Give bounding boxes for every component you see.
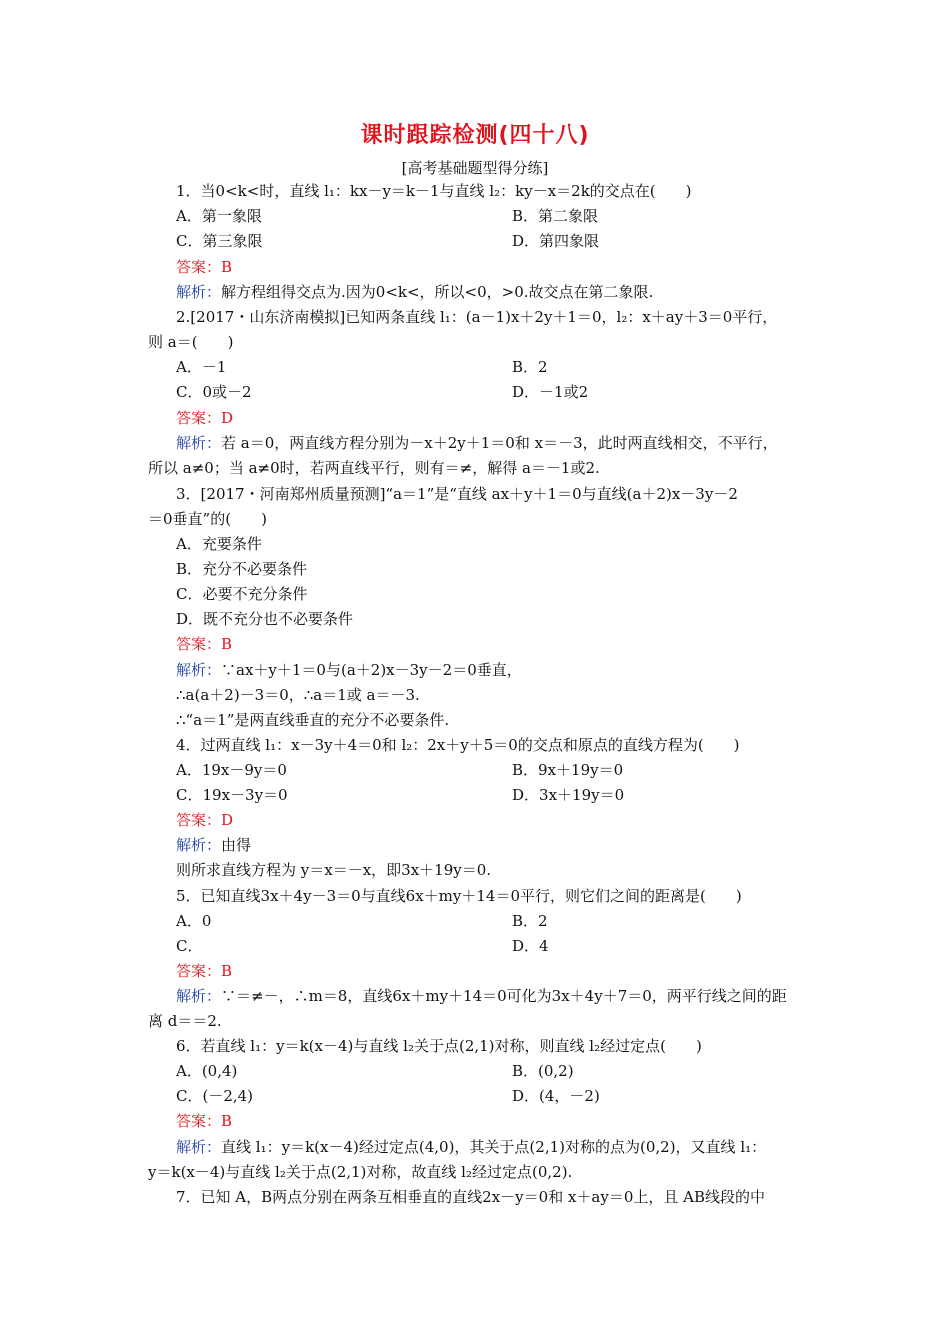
q6-answer: 答案：B	[176, 1112, 233, 1130]
explanation-text: ∵ax＋y＋1＝0与(a＋2)x－3y－2＝0垂直，	[221, 661, 522, 679]
explanation-label: 解析：	[176, 836, 222, 854]
explanation-text: 直线 l₁：y＝k(x－4)经过定点(4,0)，其关于点(2,1)对称的点为(0,2)，又直线 l₁：	[221, 1138, 767, 1156]
q6-option-d: D．(4，－2)	[512, 1087, 600, 1105]
q2-explanation	[176, 433, 778, 453]
q3-explanation	[176, 660, 522, 680]
q5-option-a: A．0	[176, 912, 212, 930]
explanation-label: 解析：	[176, 283, 222, 301]
explanation-text: 若 a＝0，两直线方程分别为－x＋2y＋1＝0和 x＝－3，此时两直线相交，不平行，	[221, 434, 778, 452]
q4-option-d: D．3x＋19y＝0	[512, 786, 625, 804]
q3-explanation-2: ∴a(a＋2)－3＝0，∴a＝1或 a＝－3.	[176, 686, 420, 704]
q6-explanation-cont: y＝k(x－4)与直线 l₂关于点(2,1)对称，故直线 l₂经过定点(0,2).	[148, 1163, 573, 1181]
q5-answer: 答案：B	[176, 962, 233, 980]
question-5: 5．已知直线3x＋4y－3＝0与直线6x＋my＋14＝0平行，则它们之间的距离是( )	[176, 887, 742, 905]
question-2: 2.[2017・山东济南模拟]已知两条直线 l₁：(a－1)x＋2y＋1＝0，l₂：x＋ay＋3＝0平行，	[176, 308, 778, 326]
q6-option-b: B．(0,2)	[512, 1062, 574, 1080]
q6-explanation	[176, 1137, 766, 1157]
explanation-label: 解析：	[176, 434, 222, 452]
q5-option-b: B．2	[512, 912, 548, 930]
explanation-label: 解析：	[176, 987, 222, 1005]
q5-explanation-cont: 离 d＝＝2.	[148, 1012, 222, 1030]
q1-option-d: D．第四象限	[512, 232, 600, 250]
q2-option-c: C．0或－2	[176, 383, 252, 401]
explanation-text: 解方程组得交点为.因为0<k<，所以<0，>0.故交点在第二象限.	[221, 283, 654, 301]
q1-answer: 答案：B	[176, 258, 233, 276]
q5-option-d: D．4	[512, 937, 549, 955]
page-title: 课时跟踪检测(四十八)	[360, 123, 590, 148]
q1-option-a: A．第一象限	[176, 207, 262, 225]
q2-answer: 答案：D	[176, 409, 234, 427]
q2-option-a: A．－1	[176, 358, 227, 376]
explanation-text: 由得	[221, 836, 252, 854]
q4-option-a: A．19x－9y＝0	[176, 761, 287, 779]
q1-option-b: B．第二象限	[512, 207, 599, 225]
q5-option-c: C．	[176, 937, 203, 955]
q3-option-a: A．充要条件	[176, 535, 262, 553]
q4-explanation	[176, 835, 251, 855]
q6-option-a: A．(0,4)	[176, 1062, 238, 1080]
question-4: 4．过两直线 l₁：x－3y＋4＝0和 l₂：2x＋y＋5＝0的交点和原点的直线方程为( )	[176, 736, 740, 754]
explanation-label: 解析：	[176, 661, 222, 679]
question-6: 6．若直线 l₁：y＝k(x－4)与直线 l₂关于点(2,1)对称，则直线 l₂经过定点( )	[176, 1037, 702, 1055]
q3-answer: 答案：B	[176, 635, 233, 653]
q4-option-b: B．9x＋19y＝0	[512, 761, 624, 779]
q4-answer: 答案：D	[176, 811, 234, 829]
q2-explanation-cont: 所以 a≠0；当 a≠0时，若两直线平行，则有＝≠，解得 a＝－1或2.	[148, 459, 600, 477]
q3-option-c: C．必要不充分条件	[176, 585, 308, 603]
q1-option-c: C．第三象限	[176, 232, 263, 250]
question-7: 7．已知 A，B两点分别在两条互相垂直的直线2x－y＝0和 x＋ay＝0上，且 AB线段的中	[176, 1188, 766, 1206]
q4-option-c: C．19x－3y＝0	[176, 786, 288, 804]
explanation-label: 解析：	[176, 1138, 222, 1156]
explanation-text: ∵＝≠－，∴m＝8，直线6x＋my＋14＝0可化为3x＋4y＋7＝0，两平行线之间的距	[221, 987, 787, 1005]
question-2-cont: 则 a＝( )	[148, 333, 234, 351]
q6-option-c: C．(－2,4)	[176, 1087, 254, 1105]
q3-option-d: D．既不充分也不必要条件	[176, 610, 354, 628]
question-1: 1．当0<k<时，直线 l₁：kx－y＝k－1与直线 l₂：ky－x＝2k的交点在( )	[176, 182, 692, 200]
q5-explanation	[176, 986, 787, 1006]
q3-explanation-3: ∴“a＝1”是两直线垂直的充分不必要条件.	[176, 711, 450, 729]
q2-option-b: B．2	[512, 358, 548, 376]
q3-option-b: B．充分不必要条件	[176, 560, 308, 578]
page-subtitle: [高考基础题型得分练]	[401, 159, 549, 177]
q1-explanation	[176, 282, 653, 302]
q2-option-d: D．－1或2	[512, 383, 589, 401]
question-3-cont: ＝0垂直”的( )	[148, 510, 267, 528]
q4-explanation-2: 则所求直线方程为 y＝x＝－x，即3x＋19y＝0.	[176, 861, 492, 879]
question-3: 3．[2017・河南郑州质量预测]“a＝1”是“直线 ax＋y＋1＝0与直线(a＋2)x－3y－2	[176, 485, 738, 503]
